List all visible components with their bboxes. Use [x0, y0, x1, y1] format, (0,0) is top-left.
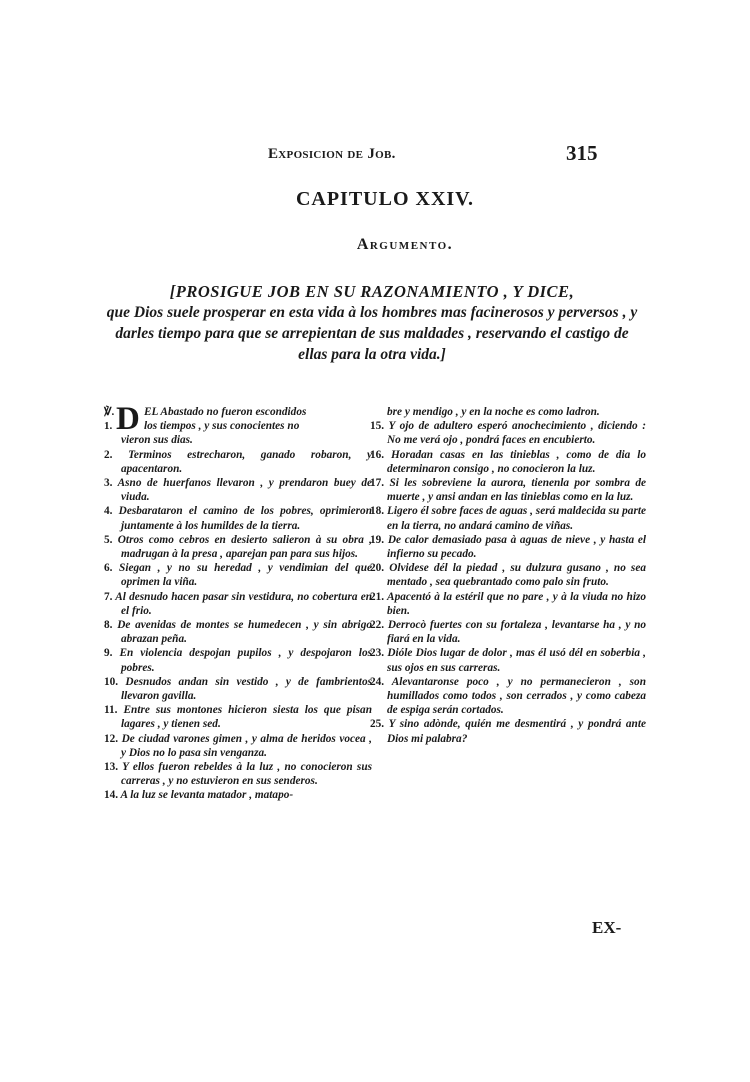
verse	[104, 618, 372, 646]
verse-number: 14.	[104, 789, 119, 802]
verse	[370, 533, 646, 561]
verse	[370, 590, 646, 618]
left-column	[104, 401, 373, 803]
verse-text: Y sino adònde, quién me desmentirá , y pondrá ante Dios mi palabra?	[387, 718, 646, 745]
verse-1	[104, 401, 372, 448]
verse	[104, 760, 372, 788]
verse	[104, 646, 372, 674]
verse-number: 9.	[104, 647, 113, 660]
verse	[104, 590, 372, 618]
verse	[370, 448, 646, 476]
verse-marks	[104, 405, 114, 433]
verse-number: 12.	[104, 732, 119, 745]
verse-text: A la luz se levanta matador , matapo-	[120, 789, 294, 802]
verse-number: 23.	[370, 647, 385, 660]
verse-number: 11.	[104, 704, 118, 717]
verse-number: 2.	[104, 448, 113, 461]
verse-1-line-2: los tiempos , y sus conocientes no	[144, 420, 300, 433]
verse-number: 25.	[370, 718, 385, 731]
verse-text: Si les sobreviene la aurora, tienenla por sombra de muerte , y ansi andan en las tinieblas como en la luz.	[387, 477, 646, 504]
verse-text: Derrocò fuertes con su fortaleza , levantarse ha , y no fiará en la vida.	[387, 619, 647, 646]
verse	[104, 561, 372, 589]
verse-number: 15.	[370, 420, 385, 433]
right-column	[370, 405, 646, 746]
argument-label: Argumento.	[356, 236, 454, 253]
verse	[370, 419, 646, 447]
verse	[104, 533, 372, 561]
argument-summary	[102, 281, 642, 365]
verse	[370, 476, 646, 504]
verse-number: 8.	[104, 619, 113, 632]
argument-text: que Dios suele prosperar en esta vida à los hombres mas facinerosos y perversos , y darles tiempo para que se arrepientan de sus maldades , reservando el castigo de ellas para la otra vida.]	[106, 304, 638, 363]
verse-number: 3.	[104, 477, 113, 490]
verse	[370, 675, 646, 718]
chapter-title: CAPITULO XXIV.	[295, 188, 475, 210]
drop-cap: D	[116, 401, 140, 437]
verse-1-line-3: vieron sus dias.	[121, 434, 193, 447]
verse	[104, 476, 372, 504]
verse-number: 10.	[104, 675, 119, 688]
verse-number: 17.	[370, 477, 385, 490]
versicle-mark: ℣.	[104, 406, 115, 418]
verse-1-line-1: EL Abastado no fueron escondidos	[144, 406, 307, 418]
verse-text: De ciudad varones gimen , y alma de heridos vocea , y Dios no lo pasa sin venganza.	[121, 732, 372, 759]
verse-text: Asno de huerfanos llevaron , y prendaron buey de viuda.	[117, 477, 372, 504]
verse-number: 7.	[104, 590, 113, 603]
verse-continuation: bre y mendigo , y en la noche es como ladron.	[387, 406, 600, 418]
verse	[104, 732, 372, 760]
verse-number: 24.	[370, 675, 385, 688]
verse	[104, 675, 372, 703]
verse-text: Olvidese dél la piedad , su dulzura gusano , no sea mentado , sea quebrantado como palo sin fruto.	[387, 562, 646, 589]
verse-text: En violencia despojan pupilos , y despojaron los pobres.	[119, 647, 372, 674]
verse	[370, 618, 646, 646]
verse	[370, 561, 646, 589]
verse-text: Desnudos andan sin vestido , y de fambrientos llevaron gavilla.	[121, 675, 372, 703]
verse-number: 20.	[370, 562, 385, 575]
running-head: Exposicion de Job.	[268, 146, 396, 162]
catchword: EX-	[592, 918, 622, 937]
verse-text: Y ojo de adultero esperó anochecimiento , diciendo : No me verá ojo , pondrá faces en encubierto.	[387, 420, 646, 447]
verse	[370, 504, 646, 532]
verse-number: 5.	[104, 533, 113, 546]
verse-text: Otros como cebros en desierto salieron à su obra , madrugan à la presa , aparejan pan para sus hijos.	[117, 533, 372, 561]
verse-text: Terminos estrecharon, ganado robaron, y apacentaron.	[121, 448, 372, 475]
verse	[104, 703, 372, 731]
verse-text: De avenidas de montes se humedecen , y sin abrigo abrazan peña.	[117, 619, 372, 646]
verse	[370, 717, 646, 745]
verse-text: Al desnudo hacen pasar sin vestidura, no cobertura en el frio.	[115, 590, 373, 617]
verse-text: Alevantaronse poco , y no permanecieron , son humillados como todos , son cerrados , y como cabeza de espiga serán cortados.	[387, 675, 646, 717]
verse-text: Ligero él sobre faces de aguas , será maldecida su parte en la tierra, no andará camino de viñas.	[386, 505, 646, 532]
verse-text: Entre sus montones hicieron siesta los que pisan lagares , y tienen sed.	[121, 704, 372, 731]
verse-number: 6.	[104, 562, 113, 575]
verse-text: Dióle Dios lugar de dolor , mas él usó dél en soberbia , sus ojos en sus carreras.	[387, 647, 646, 674]
verse-text: Apacentó à la estéril que no pare , y à la viuda no hizo bien.	[387, 590, 646, 617]
verse	[104, 504, 372, 532]
verse-text: De calor demasiado pasa à aguas de nieve , y hasta el infierno su pecado.	[387, 533, 646, 561]
verse-number: 18.	[370, 505, 385, 518]
verse-number: 21.	[370, 590, 385, 603]
argument-heading: [PROSIGUE JOB EN SU RAZONAMIENTO , Y DICE,	[169, 282, 575, 301]
verse-number: 16.	[370, 448, 385, 461]
verse	[104, 448, 372, 476]
verse-number: 22.	[370, 619, 385, 632]
verse-number: 4.	[104, 505, 113, 518]
verse-text: Desbarataron el camino de los pobres, oprimieron juntamente à los humildes de la tierra.	[118, 505, 372, 532]
verse	[370, 646, 646, 674]
verse-text: Siegan , y no su heredad , y vendimian del que oprimen la viña.	[119, 562, 373, 589]
verse-number: 13.	[104, 761, 119, 774]
verse-number: 19.	[370, 533, 385, 546]
verse	[104, 788, 372, 802]
verse-text: Horadan casas en las tinieblas , como de dia lo determinaron consigo , no conocieron la luz.	[387, 448, 646, 475]
verse-text: Y ellos fueron rebeldes à la luz , no conocieron sus carreras , y no estuvieron en sus senderos.	[121, 761, 373, 788]
page-number: 315	[566, 141, 598, 165]
verse-number: 1.	[104, 420, 113, 433]
